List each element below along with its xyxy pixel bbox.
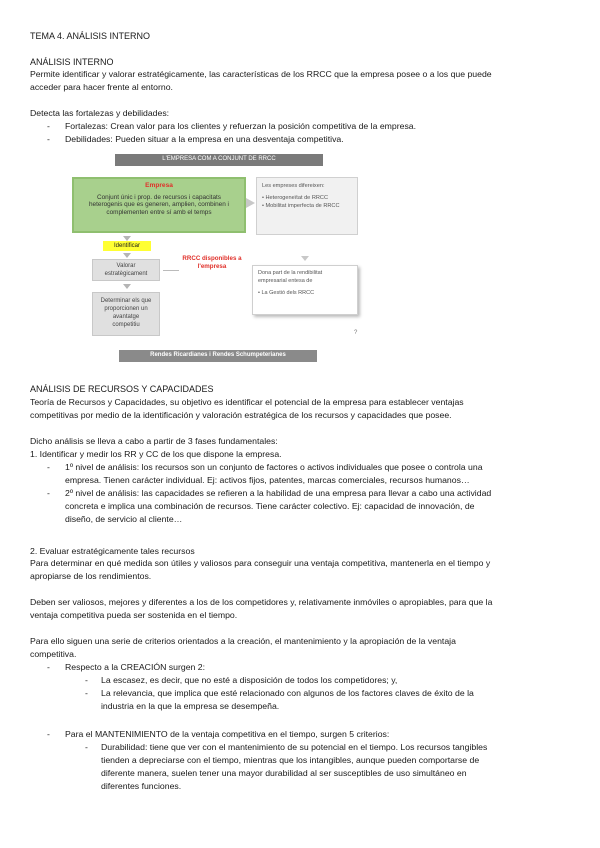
creacion-list bbox=[30, 661, 575, 674]
recursos-line-2: competitivas por medio de la identificación y valoración estratégica de los recursos y capacidades que posee. bbox=[30, 410, 452, 420]
diagram-mark: ? bbox=[354, 330, 358, 336]
p3-line-1: Para ello siguen una serie de criterios orientados a la creación, el mantenimiento y la apropiación de la ventaja bbox=[30, 636, 456, 646]
intro-line-2: acceder para hacer frente al entorno. bbox=[30, 82, 173, 92]
arrow-down-icon bbox=[123, 253, 131, 258]
valorar-box: Valorar estratègicament bbox=[92, 259, 160, 281]
rrcc-diagram bbox=[67, 152, 365, 370]
p1-line-2: apropiarse de los rendimientos. bbox=[30, 571, 152, 581]
mantenimiento-list bbox=[30, 728, 575, 741]
fase-1-title: 1. Identificar y medir los RR y CC de los que dispone la empresa. bbox=[30, 449, 282, 459]
rendibilitat-box: Dona part de la rendibilitat empresarial entesa de • La Gestió dels RRCC bbox=[252, 265, 358, 315]
list-item: - Durabilidad: tiene que ver con el mantenimiento de su potencial en el tiempo. Los recursos tangibles tienden a depreciarse con el tiempo, mientras que los intangibles, aunque pueden comportarse de diferente manera, suelen tener una mayor durabilidad al ser susceptibles de uso simultáneo en diferentes funciones. bbox=[85, 742, 488, 791]
arrow-down-icon bbox=[123, 284, 131, 289]
page-title: TEMA 4. ANÁLISIS INTERNO bbox=[30, 31, 151, 41]
arrow-right-icon bbox=[246, 198, 255, 208]
intro-line-1: Permite identificar y valorar estratégicamente, las características de los RRCC que la empresa posee o a los que puede bbox=[30, 69, 492, 79]
arrow-down-icon bbox=[301, 256, 309, 261]
p1-line-1: Para determinar en qué medida son útiles y valiosos para conseguir una ventaja competitiva, mantenerla en el tiempo y bbox=[30, 558, 491, 568]
diagram-header: L'EMPRESA COM A CONJUNT DE RRCC bbox=[115, 154, 323, 166]
p2-line-1: Deben ser valiosos, mejores y diferentes a los de los competidores y, relativamente inmóviles o apropiables, para que la bbox=[30, 597, 493, 607]
fase-2-title: 2. Evaluar estratégicamente tales recursos bbox=[30, 546, 195, 556]
section-heading-recursos: ANÁLISIS DE RECURSOS Y CAPACIDADES bbox=[30, 384, 214, 394]
fases-text: Dicho análisis se lleva a cabo a partir de 3 fases fundamentales: bbox=[30, 436, 278, 446]
list-item: - Para el MANTENIMIENTO de la ventaja competitiva en el tiempo, surgen 5 criterios: bbox=[47, 729, 390, 739]
list-item: - 1º nivel de análisis: los recursos son un conjunto de factores o activos individuales que posee o controla una empresa. Tienen carácter individual. Ej: activos fijos, patentes, marcas comerciales, recursos humanos… bbox=[47, 462, 483, 485]
mantenimiento-sublist bbox=[30, 741, 575, 793]
p3-line-2: competitiva. bbox=[30, 649, 77, 659]
rrcc-disponibles-label: RRCC disponibles a l'empresa bbox=[182, 255, 242, 270]
recursos-line-1: Teoría de Recursos y Capacidades, su objetivo es identificar el potencial de la empresa para establecer ventajas bbox=[30, 397, 464, 407]
list-item: - La escasez, es decir, que no esté a disposición de todos los competidores; y, bbox=[85, 675, 398, 685]
list-item: - 2º nivel de análisis: las capacidades se refieren a la habilidad de una empresa para llevar a cabo una actividad concreta e implica una combinación de recursos. Tiene carácter colectivo. Ej: capacidad de innovación, de diseño, de servicio al cliente… bbox=[47, 488, 492, 524]
niveles-list bbox=[30, 461, 575, 526]
identificar-box: Identificar bbox=[103, 241, 151, 251]
p2-line-2: ventaja competitiva pueda ser sostenida en el tiempo. bbox=[30, 610, 238, 620]
creacion-sublist bbox=[30, 674, 575, 713]
detecta-text: Detecta las fortalezas y debilidades: bbox=[30, 108, 170, 118]
diferencias-box: Les empreses difereixen: • Heterogeneïtat de RRCC • Mobilitat imperfecta de RRCC bbox=[256, 177, 358, 235]
connector-line bbox=[163, 270, 179, 271]
list-item: - Debilidades: Pueden situar a la empresa en una desventaja competitiva. bbox=[47, 134, 344, 144]
list-item: - Respecto a la CREACIÓN surgen 2: bbox=[47, 662, 206, 672]
empresa-box: Empresa Conjunt únic i prop. de recursos i capacitats heterogenis que es generen, amplien, combinen i complementen entre sí amb el temps bbox=[72, 177, 246, 233]
list-item: - La relevancia, que implica que esté relacionado con algunos de los factores claves de éxito de la industria en la que la empresa se desempeña. bbox=[85, 688, 474, 711]
section-heading-analisis-interno: ANÁLISIS INTERNO bbox=[30, 57, 114, 67]
list-item: - Fortalezas: Crean valor para los clientes y refuerzan la posición competitiva de la empresa. bbox=[47, 121, 417, 131]
fortalezas-list bbox=[30, 120, 575, 146]
diagram-footer: Rendes Ricardianes i Rendes Schumpeterianes bbox=[119, 350, 317, 362]
determinar-box: Determinar els que proporcionen un avantatge competitiu bbox=[92, 292, 160, 336]
